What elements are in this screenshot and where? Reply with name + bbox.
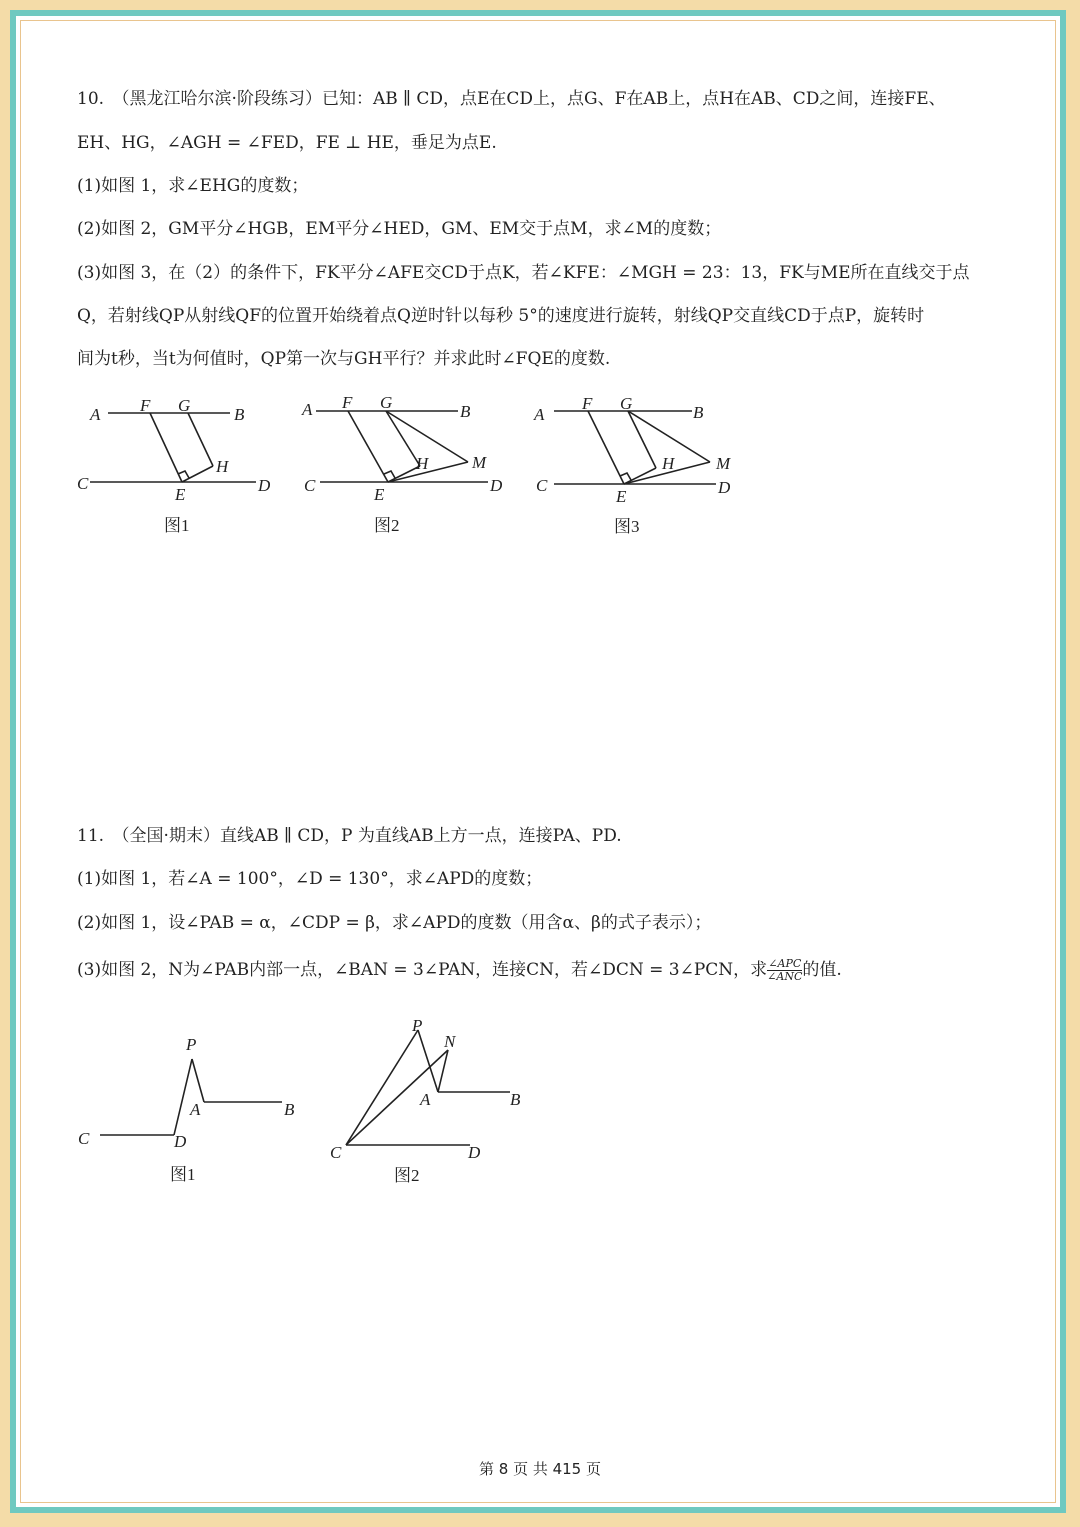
label-g: G — [380, 393, 393, 412]
label-p: P — [186, 1035, 197, 1054]
q10-part3-line1: (3)如图 3，在（2）的条件下，FK平分∠AFE交CD于点K，若∠KFE：∠MGH = 23：13，FK与ME所在直线交于点 — [77, 263, 970, 283]
label-e: E — [374, 485, 385, 504]
label-d: D — [468, 1143, 481, 1162]
q10-part3-line3: 间为t秒，当t为何值时，QP第一次与GH平行？并求此时∠FQE的度数. — [77, 349, 611, 369]
label-f: F — [582, 394, 593, 413]
q10-line1: 10. （黑龙江哈尔滨·阶段练习）已知：AB ∥ CD，点E在CD上，点G、F在AB上，点H在AB、CD之间，连接FE、 — [77, 89, 946, 109]
label-d: D — [174, 1132, 187, 1151]
label-c: C — [536, 476, 548, 495]
label-h: H — [216, 457, 229, 476]
label-a: A — [420, 1090, 431, 1109]
label-a: A — [534, 405, 545, 424]
label-d: D — [258, 476, 271, 495]
q11-part3-text: (3)如图 2，N为∠PAB内部一点，∠BAN = 3∠PAN，连接CN，若∠DCN = 3∠PCN，求 — [77, 960, 768, 980]
q11-line1: 11. （全国·期末）直线AB ∥ CD，P 为直线AB上方一点，连接PA、PD. — [77, 826, 622, 846]
label-f: F — [342, 393, 353, 412]
label-e: E — [616, 487, 627, 506]
fraction — [767, 958, 802, 983]
label-a: A — [190, 1100, 201, 1119]
q10-part1: (1)如图 1，求∠EHG的度数； — [77, 176, 309, 196]
label-b: B — [284, 1100, 295, 1119]
label-b: B — [234, 405, 245, 424]
label-d: D — [718, 478, 731, 497]
q10-part3-line2: Q，若射线QP从射线QF的位置开始绕着点Q逆时针以每秒 5°的速度进行旋转，射线QP交直线CD于点P，旋转时 — [77, 306, 925, 326]
label-c: C — [78, 1129, 90, 1148]
label-g: G — [178, 396, 191, 415]
q11-part3 — [77, 958, 842, 983]
label-c: C — [330, 1143, 342, 1162]
q11-figure-1 — [70, 1025, 310, 1195]
label-f: F — [140, 396, 151, 415]
page-footer: 第 8 页 共 415 页 — [478, 1460, 601, 1478]
label-a: A — [302, 400, 313, 419]
label-m: M — [716, 454, 731, 473]
label-n: N — [444, 1032, 456, 1051]
q10-figure-2 — [298, 390, 518, 550]
label-h: H — [662, 454, 675, 473]
figure-caption: 图1 — [164, 516, 190, 535]
figure-caption: 图2 — [374, 516, 400, 535]
label-p: P — [412, 1016, 423, 1035]
q11-part2: (2)如图 1，设∠PAB = α，∠CDP = β，求∠APD的度数（用含α、β的式子表示）； — [77, 913, 712, 933]
label-b: B — [510, 1090, 521, 1109]
q10-figure-3 — [530, 390, 750, 550]
fraction-denominator: ∠ANC — [767, 970, 803, 983]
figure-caption: 图3 — [614, 517, 640, 536]
label-d: D — [490, 476, 503, 495]
label-m: M — [472, 453, 487, 472]
label-a: A — [90, 405, 101, 424]
q10-line2: EH、HG，∠AGH = ∠FED，FE ⊥ HE，垂足为点E. — [77, 133, 497, 153]
label-b: B — [693, 403, 704, 422]
label-c: C — [77, 474, 89, 493]
q10-part2: (2)如图 2，GM平分∠HGB，EM平分∠HED，GM、EM交于点M，求∠M的度数； — [77, 219, 722, 239]
label-g: G — [620, 394, 633, 413]
label-h: H — [416, 454, 429, 473]
q11-part3-end: 的值. — [802, 960, 842, 980]
label-b: B — [460, 402, 471, 421]
q11-part1: (1)如图 1，若∠A = 100°，∠D = 130°，求∠APD的度数； — [77, 869, 543, 889]
figure-caption: 图1 — [170, 1165, 196, 1184]
q10-figure-1 — [70, 390, 290, 550]
label-c: C — [304, 476, 316, 495]
figure-caption: 图2 — [394, 1166, 420, 1185]
q11-figure-2 — [320, 1005, 550, 1195]
fraction-numerator: ∠APC — [768, 957, 802, 970]
label-e: E — [175, 485, 186, 504]
